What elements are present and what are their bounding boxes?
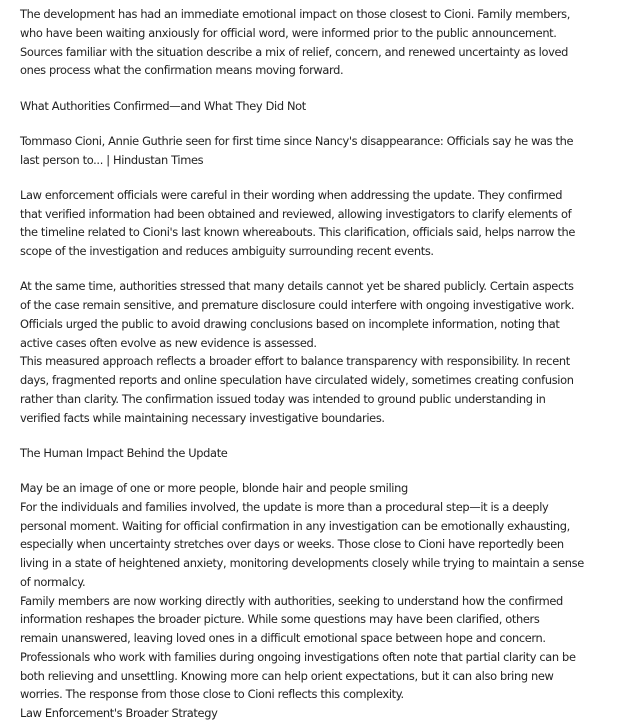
text-line: of normalcy. (20, 574, 86, 589)
text-line: This measured approach reflects a broader effort to balance transparency with responsibility. In recent (20, 354, 570, 369)
text-line: Sources familiar with the situation describe a mix of relief, concern, and renewed uncertainty as loved (20, 44, 569, 59)
paragraph-family-impact (20, 5, 610, 80)
text-line: worries. The response from those close to Cioni reflects this complexity. (20, 687, 404, 702)
spacer (20, 463, 610, 480)
paragraph-measured-approach (20, 352, 610, 427)
spacer (20, 80, 610, 97)
text-line: Professionals who work with families during ongoing investigations often note that partial clarity can be (20, 649, 576, 664)
section-heading-strategy (20, 704, 610, 723)
spacer (20, 261, 610, 278)
caption-text: May be an image of one or more people, blonde hair and people smiling (20, 481, 408, 495)
link-text[interactable]: Tommaso Cioni, Annie Guthrie seen for first time since Nancy's disappearance: Officials say he was the (20, 133, 574, 148)
image-alt-caption (20, 479, 610, 498)
section-heading-authorities (20, 97, 610, 116)
text-line: For the individuals and families involved, the update is more than a procedural step—it is a deeply (20, 499, 549, 514)
text-line: the timeline related to Cioni's last known whereabouts. This clarification, officials said, helps narrow the (20, 225, 576, 240)
text-line: verified facts while maintaining necessary investigative boundaries. (20, 410, 385, 425)
text-line: of the case remain sensitive, and premature disclosure could interfere with ongoing investigative work. (20, 298, 575, 312)
text-line: Officials urged the public to avoid drawing conclusions based on incomplete information, noting that (20, 316, 560, 331)
text-line: At the same time, authorities stressed that many details cannot yet be shared publicly. Certain aspects (20, 279, 574, 294)
text-line: The development has had an immediate emotional impact on those closest to Cioni. Family members, (20, 7, 571, 21)
text-line: active cases often evolve as new evidence is assessed. (20, 335, 317, 350)
paragraph-family-authorities (20, 592, 610, 705)
text-line: Law enforcement officials were careful in their wording when addressing the update. They confirmed (20, 187, 563, 202)
section-heading-human-impact (20, 444, 610, 463)
text-line: scope of the investigation and reduces ambiguity surrounding recent events. (20, 244, 434, 258)
heading-text: Law Enforcement's Broader Strategy (20, 706, 218, 720)
text-line: rather than clarity. The confirmation issued today was intended to ground public understanding in (20, 391, 546, 406)
related-article-link[interactable] (20, 132, 610, 170)
text-line: days, fragmented reports and online speculation have circulated widely, sometimes creating confusion (20, 373, 574, 387)
heading-text: The Human Impact Behind the Update (20, 445, 228, 460)
text-line: both relieving and unsettling. Knowing more can help orient expectations, but it can also bring new (20, 668, 554, 683)
text-line: remain unanswered, leaving loved ones in a difficult emotional space between hope and concern. (20, 631, 546, 645)
text-line: ones process what the confirmation means moving forward. (20, 63, 344, 78)
text-line: living in a state of heightened anxiety, monitoring developments closely while trying to maintain a sense (20, 556, 584, 570)
text-line: information reshapes the broader picture. While some questions may have been clarified, others (20, 612, 540, 627)
text-line: personal moment. Waiting for official confirmation in any investigation can be emotionally exhausting, (20, 518, 570, 533)
text-line: who have been waiting anxiously for official word, were informed prior to the public announcement. (20, 25, 557, 40)
text-line: that verified information had been obtained and reviewed, allowing investigators to clarify elements of (20, 206, 572, 221)
link-text[interactable]: last person to... | Hindustan Times (20, 152, 204, 167)
paragraph-officials-wording (20, 186, 610, 261)
heading-text: What Authorities Confirmed—and What They Did Not (20, 98, 306, 113)
spacer (20, 115, 610, 132)
paragraph-personal-moment (20, 498, 610, 592)
spacer (20, 427, 610, 444)
article-body (20, 5, 610, 723)
paragraph-details-withheld (20, 277, 610, 352)
text-line: especially when uncertainty stretches over days or weeks. Those close to Cioni have reportedly been (20, 537, 564, 552)
text-line: Family members are now working directly with authorities, seeking to understand how the confirmed (20, 593, 563, 608)
spacer (20, 169, 610, 186)
